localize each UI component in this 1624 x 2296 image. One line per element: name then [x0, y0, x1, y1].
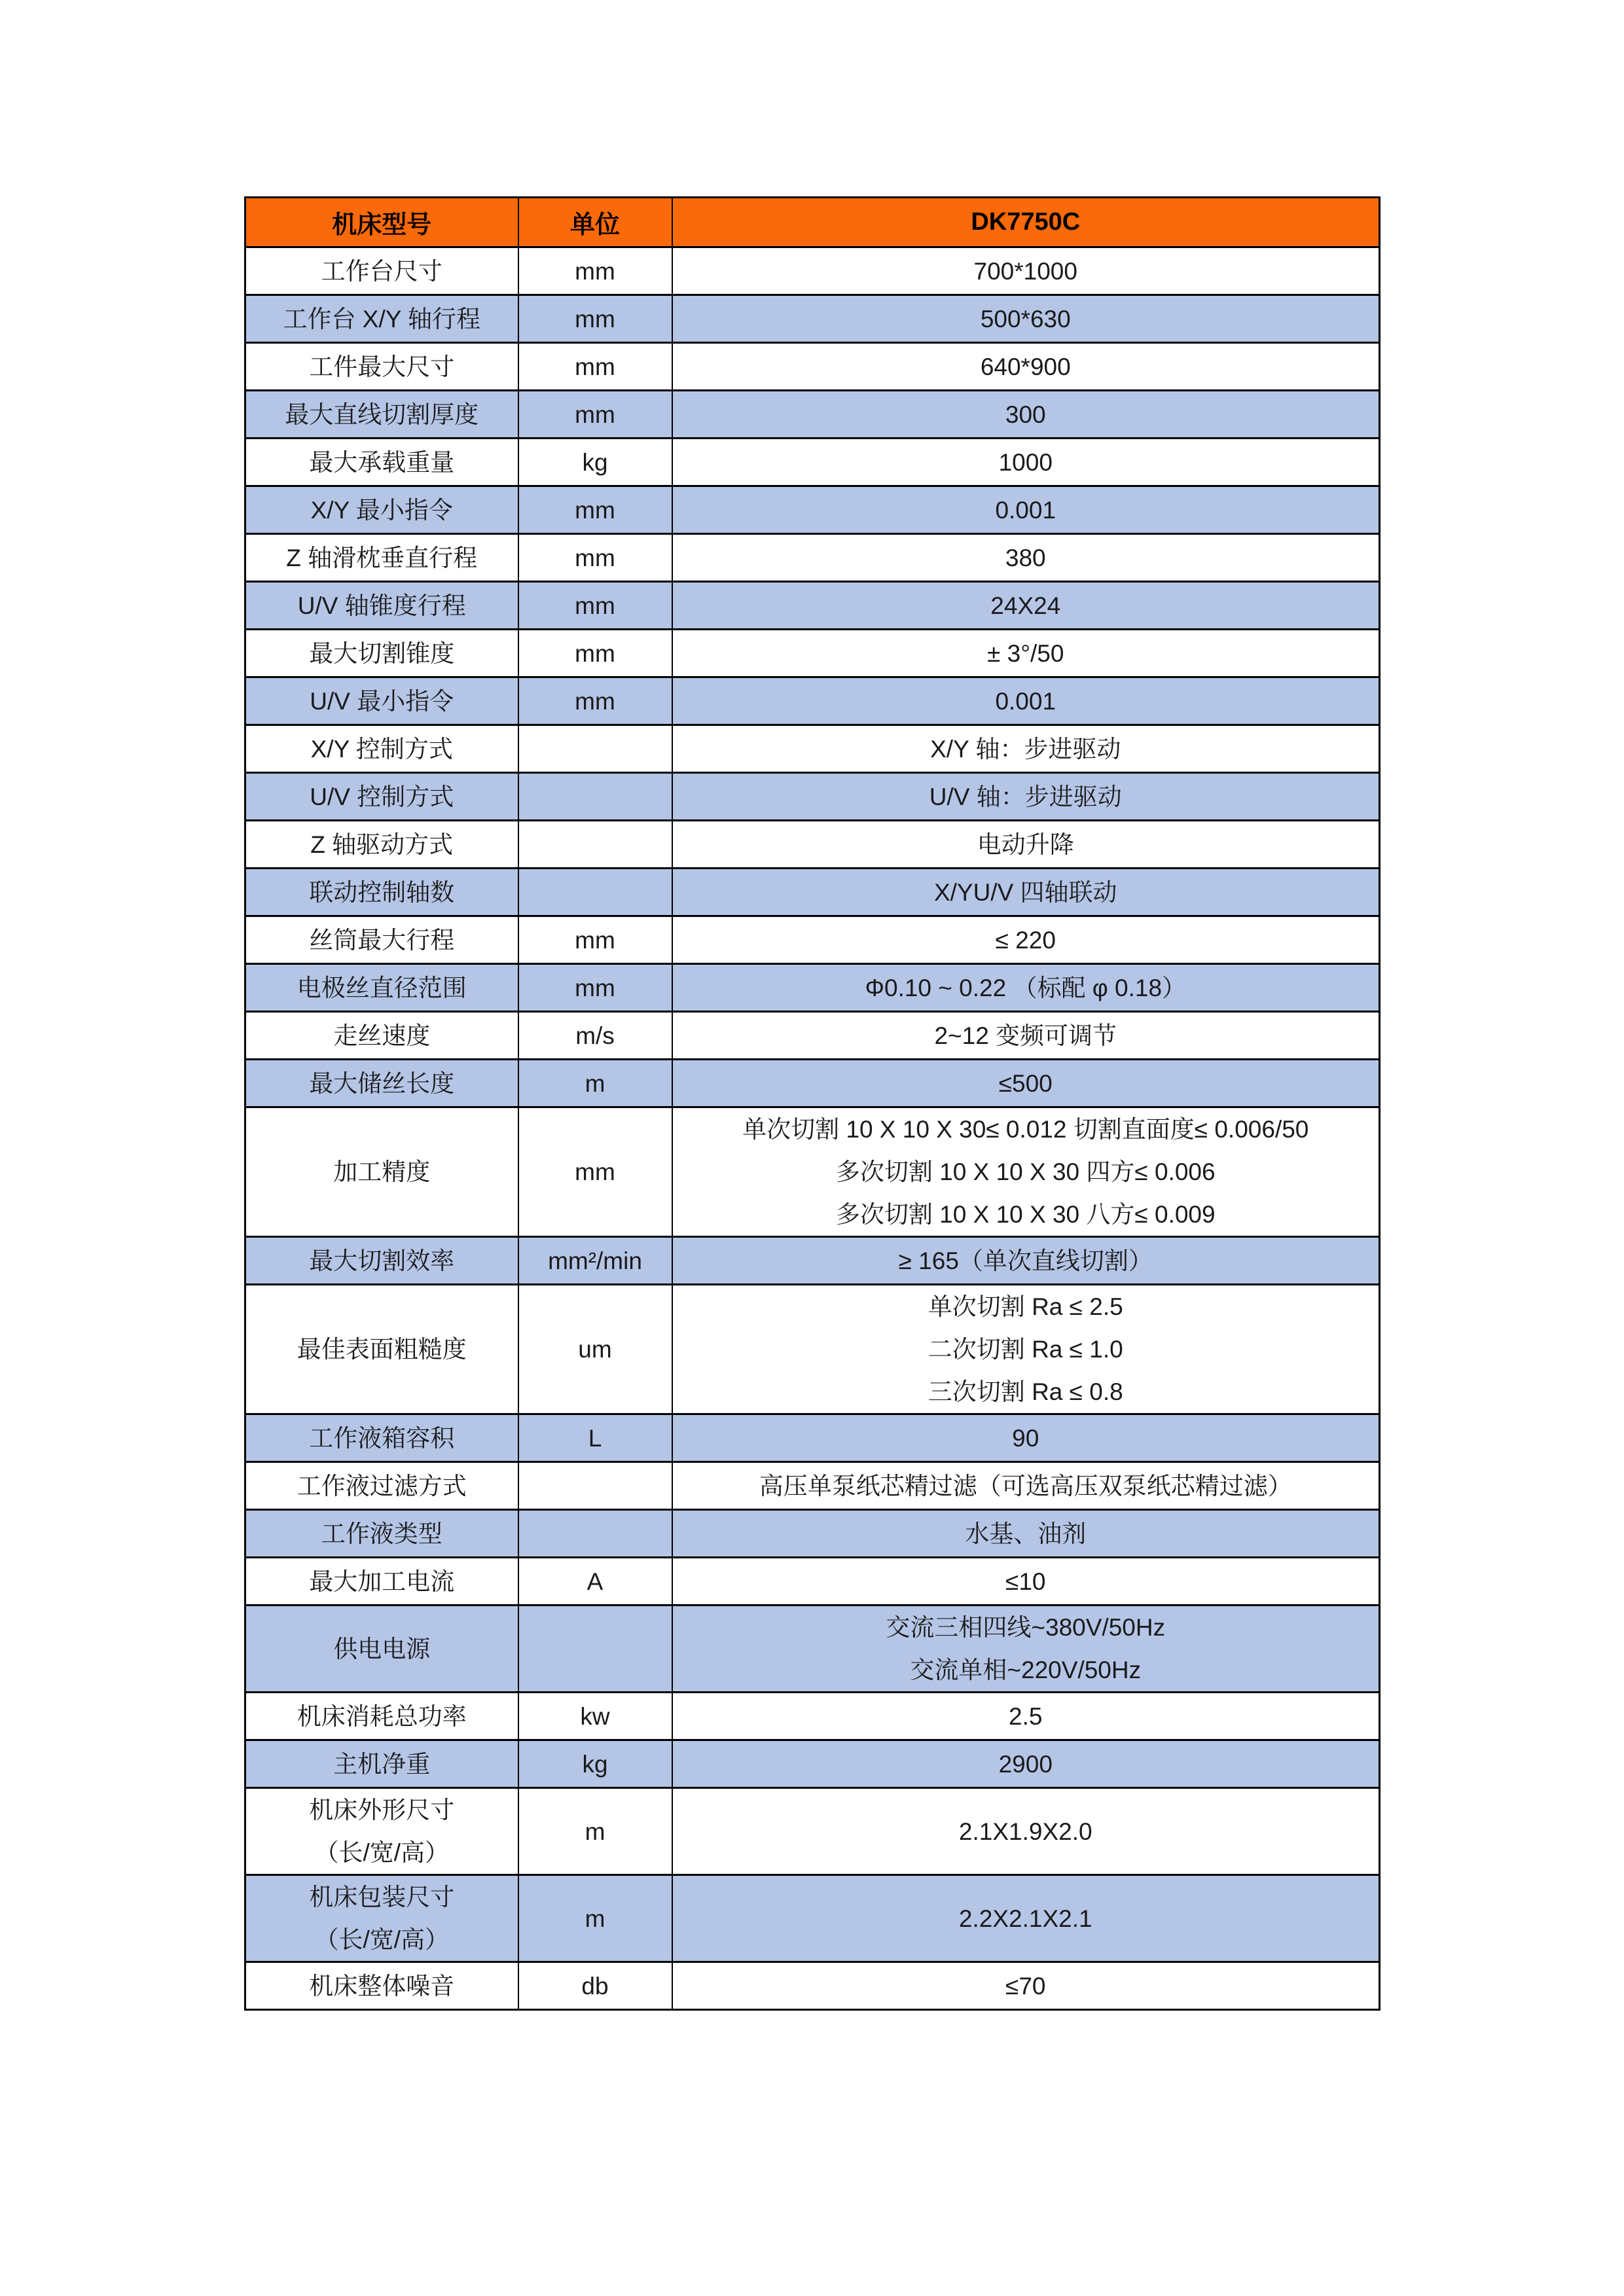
spec-unit-cell [518, 1740, 672, 1788]
table-row [245, 247, 1380, 295]
spec-value-cell [672, 391, 1380, 439]
table-row [245, 821, 1380, 869]
spec-value-line: 三次切割 Ra ≤ 0.8 [928, 1378, 1123, 1405]
table-row [245, 439, 1380, 486]
spec-value-cell [672, 1237, 1380, 1285]
spec-label-cell [245, 1693, 518, 1740]
spec-label-line: 加工精度 [333, 1158, 431, 1185]
spec-value-line: Φ0.10 ~ 0.22 （标配 φ 0.18） [865, 974, 1187, 1001]
spec-value-line: 90 [1012, 1424, 1039, 1452]
spec-label-line: 最大直线切割厚度 [285, 401, 479, 428]
spec-unit-text: mm [575, 687, 615, 715]
table-row [245, 1107, 1380, 1237]
spec-value-cell [672, 1510, 1380, 1558]
spec-unit-cell [518, 1693, 672, 1740]
spec-label-cell [245, 1788, 518, 1875]
spec-value-cell [672, 1962, 1380, 2010]
table-row [245, 916, 1380, 964]
spec-label-line: X/Y 控制方式 [310, 735, 453, 762]
table-row [245, 1558, 1380, 1605]
spec-unit-cell [518, 677, 672, 725]
spec-value-cell [672, 486, 1380, 534]
spec-unit-cell [518, 247, 672, 295]
spec-unit-text: um [578, 1336, 612, 1363]
spec-label-line: 工件最大尺寸 [309, 353, 455, 380]
spec-value-line: ± 3°/50 [987, 639, 1064, 667]
spec-value-cell [672, 1060, 1380, 1107]
table-row [245, 1012, 1380, 1060]
spec-label-cell [245, 439, 518, 486]
table-row [245, 1060, 1380, 1107]
spec-value-line: 多次切割 10 X 10 X 30 八方≤ 0.009 [835, 1201, 1216, 1228]
spec-value-cell [672, 725, 1380, 773]
spec-value-line: ≥ 165（单次直线切割） [898, 1247, 1153, 1274]
spec-label-cell [245, 391, 518, 439]
spec-label-cell [245, 1012, 518, 1060]
spec-unit-cell [518, 1962, 672, 2010]
spec-label-cell [245, 582, 518, 630]
spec-unit-text: m/s [575, 1022, 615, 1049]
spec-value-cell [672, 1285, 1380, 1414]
spec-table-body [245, 247, 1380, 2010]
spec-unit-cell [518, 391, 672, 439]
table-header-row [245, 198, 1380, 247]
header-model-label: 机床型号 [245, 198, 518, 247]
spec-unit-text: m [585, 1069, 605, 1097]
spec-unit-text: mm [575, 639, 615, 667]
spec-value-line: 高压单泵纸芯精过滤（可选高压双泵纸芯精过滤） [759, 1472, 1292, 1499]
spec-label-line: 工作液类型 [321, 1520, 442, 1547]
spec-label-line: U/V 轴锥度行程 [297, 592, 466, 619]
spec-label-cell [245, 1107, 518, 1237]
spec-value-cell [672, 964, 1380, 1012]
table-row [245, 630, 1380, 677]
spec-value-line: 2~12 变频可调节 [934, 1022, 1117, 1049]
spec-value-cell [672, 1788, 1380, 1875]
spec-unit-text: mm [575, 544, 615, 571]
spec-value-cell [672, 1875, 1380, 1962]
table-row [245, 1788, 1380, 1875]
spec-unit-cell [518, 1237, 672, 1285]
spec-label-cell [245, 1740, 518, 1788]
spec-unit-cell [518, 725, 672, 773]
spec-unit-cell [518, 1605, 672, 1693]
spec-label-line: 主机净重 [333, 1750, 431, 1778]
spec-value-line: 2.5 [1009, 1702, 1043, 1730]
spec-unit-cell [518, 869, 672, 916]
table-row [245, 1875, 1380, 1962]
table-row [245, 1462, 1380, 1510]
spec-label-cell [245, 1060, 518, 1107]
spec-value-cell [672, 677, 1380, 725]
spec-label-line: 工作台尺寸 [321, 257, 442, 285]
spec-value-line: 2.2X2.1X2.1 [958, 1905, 1092, 1932]
spec-unit-text: kg [582, 448, 608, 476]
spec-value-line: 交流单相~220V/50Hz [910, 1657, 1142, 1683]
spec-value-line: X/YU/V 四轴联动 [933, 878, 1117, 906]
spec-value-cell [672, 343, 1380, 391]
spec-unit-cell [518, 964, 672, 1012]
spec-value-line: 380 [1005, 544, 1046, 571]
table-row [245, 964, 1380, 1012]
spec-value-line: 多次切割 10 X 10 X 30 四方≤ 0.006 [835, 1158, 1216, 1185]
spec-unit-cell [518, 1788, 672, 1875]
spec-value-line: 300 [1005, 401, 1046, 428]
spec-unit-text: db [581, 1972, 609, 2000]
spec-label-cell [245, 1558, 518, 1605]
table-row [245, 343, 1380, 391]
table-row [245, 1740, 1380, 1788]
spec-value-line: 640*900 [980, 353, 1071, 380]
spec-label-line: Z 轴滑枕垂直行程 [286, 544, 478, 571]
machine-spec-table [244, 196, 1380, 2011]
spec-unit-cell [518, 916, 672, 964]
spec-label-line: 机床消耗总功率 [297, 1702, 467, 1730]
spec-value-cell [672, 582, 1380, 630]
spec-unit-cell [518, 821, 672, 869]
spec-label-line: 最大承载重量 [309, 448, 455, 476]
spec-unit-cell [518, 486, 672, 534]
spec-label-cell [245, 1237, 518, 1285]
spec-unit-cell [518, 1012, 672, 1060]
spec-value-cell [672, 630, 1380, 677]
spec-value-line: 交流三相四线~380V/50Hz [886, 1614, 1166, 1641]
spec-value-line: 电动升降 [977, 831, 1074, 858]
spec-label-line: 机床外形尺寸 [309, 1797, 455, 1823]
spec-unit-text: mm²/min [548, 1247, 642, 1274]
spec-unit-cell [518, 1414, 672, 1462]
spec-label-cell [245, 630, 518, 677]
spec-value-cell [672, 247, 1380, 295]
spec-value-cell [672, 1012, 1380, 1060]
table-row [245, 486, 1380, 534]
spec-unit-cell [518, 1107, 672, 1237]
spec-label-cell [245, 534, 518, 582]
spec-label-cell [245, 1414, 518, 1462]
spec-label-cell [245, 964, 518, 1012]
table-row [245, 1285, 1380, 1414]
spec-label-line: 最大切割锥度 [309, 639, 455, 667]
spec-unit-cell [518, 1462, 672, 1510]
spec-value-line: 0.001 [995, 687, 1056, 715]
spec-unit-text: kg [582, 1750, 608, 1778]
spec-unit-text: kw [580, 1702, 610, 1730]
spec-value-cell [672, 869, 1380, 916]
spec-value-line: U/V 轴：步进驱动 [929, 783, 1122, 810]
spec-unit-cell [518, 439, 672, 486]
spec-label-cell [245, 869, 518, 916]
spec-label-line: 丝筒最大行程 [309, 926, 455, 954]
table-row [245, 1605, 1380, 1693]
spec-value-cell [672, 821, 1380, 869]
spec-value-line: 0.001 [995, 496, 1056, 524]
spec-unit-text: L [588, 1424, 602, 1452]
spec-value-line: 水基、油剂 [965, 1520, 1087, 1547]
table-row [245, 391, 1380, 439]
spec-label-line: 工作液箱容积 [309, 1424, 455, 1452]
spec-label-cell [245, 295, 518, 343]
spec-label-line: 走丝速度 [333, 1022, 431, 1049]
spec-unit-text: mm [575, 592, 615, 619]
spec-label-line: （长/宽/高） [314, 1839, 450, 1866]
spec-label-line: 工作液过滤方式 [297, 1472, 467, 1499]
spec-label-cell [245, 1462, 518, 1510]
spec-unit-text: m [585, 1818, 605, 1845]
spec-unit-text: mm [575, 974, 615, 1001]
table-row [245, 725, 1380, 773]
spec-unit-cell [518, 582, 672, 630]
spec-label-line: Z 轴驱动方式 [310, 831, 454, 858]
table-row [245, 534, 1380, 582]
spec-value-line: ≤ 220 [995, 926, 1056, 954]
spec-value-cell [672, 773, 1380, 821]
spec-label-cell [245, 1962, 518, 2010]
spec-value-line: 24X24 [990, 592, 1061, 619]
spec-value-line: ≤10 [1005, 1568, 1046, 1595]
table-row [245, 1237, 1380, 1285]
spec-unit-cell [518, 1510, 672, 1558]
spec-value-line: 700*1000 [973, 257, 1077, 285]
spec-label-cell [245, 486, 518, 534]
spec-label-cell [245, 725, 518, 773]
spec-value-cell [672, 534, 1380, 582]
spec-label-line: 最佳表面粗糙度 [297, 1336, 467, 1363]
spec-value-cell [672, 1693, 1380, 1740]
spec-label-cell [245, 1875, 518, 1962]
spec-value-line: 单次切割 Ra ≤ 2.5 [928, 1293, 1123, 1320]
spec-unit-cell [518, 1558, 672, 1605]
spec-value-line: ≤500 [998, 1069, 1053, 1097]
spec-unit-cell [518, 534, 672, 582]
table-row [245, 1414, 1380, 1462]
spec-label-line: （长/宽/高） [314, 1926, 450, 1953]
spec-label-cell [245, 677, 518, 725]
spec-value-cell [672, 1740, 1380, 1788]
spec-label-line: 供电电源 [333, 1635, 431, 1662]
spec-unit-cell [518, 295, 672, 343]
spec-value-line: 二次切割 Ra ≤ 1.0 [928, 1336, 1123, 1363]
spec-label-line: 最大储丝长度 [309, 1069, 455, 1097]
spec-label-cell [245, 773, 518, 821]
spec-label-cell [245, 343, 518, 391]
spec-label-line: 联动控制轴数 [309, 878, 455, 906]
spec-unit-cell [518, 773, 672, 821]
spec-unit-text: m [585, 1905, 605, 1932]
spec-label-cell [245, 1285, 518, 1414]
spec-value-line: ≤70 [1005, 1972, 1046, 2000]
spec-label-cell [245, 1605, 518, 1693]
spec-value-cell [672, 1107, 1380, 1237]
spec-label-line: U/V 控制方式 [310, 783, 454, 810]
spec-value-line: X/Y 轴：步进驱动 [930, 735, 1121, 762]
spec-label-line: 工作台 X/Y 轴行程 [283, 305, 481, 332]
spec-value-cell [672, 1605, 1380, 1693]
table-row [245, 869, 1380, 916]
spec-value-cell [672, 295, 1380, 343]
spec-label-cell [245, 1510, 518, 1558]
spec-value-cell [672, 1414, 1380, 1462]
spec-value-line: 1000 [998, 448, 1053, 476]
spec-value-cell [672, 916, 1380, 964]
spec-label-line: 最大切割效率 [309, 1247, 455, 1274]
table-row [245, 295, 1380, 343]
header-model-value: DK7750C [672, 198, 1380, 247]
spec-unit-cell [518, 1060, 672, 1107]
spec-unit-text: mm [575, 401, 615, 428]
spec-unit-text: mm [575, 353, 615, 380]
spec-label-line: 机床包装尺寸 [309, 1884, 455, 1910]
spec-label-cell [245, 916, 518, 964]
spec-label-cell [245, 821, 518, 869]
spec-value-cell [672, 1558, 1380, 1605]
spec-label-line: 最大加工电流 [309, 1568, 455, 1595]
spec-unit-cell [518, 630, 672, 677]
header-unit-label: 单位 [518, 198, 672, 247]
spec-value-cell [672, 439, 1380, 486]
spec-unit-text: mm [575, 496, 615, 524]
table-row [245, 1693, 1380, 1740]
spec-value-line: 单次切割 10 X 10 X 30≤ 0.012 切割直面度≤ 0.006/50 [742, 1116, 1309, 1143]
spec-label-cell [245, 247, 518, 295]
spec-label-line: X/Y 最小指令 [310, 496, 453, 524]
spec-unit-text: mm [575, 1158, 615, 1185]
spec-unit-text: mm [575, 926, 615, 954]
spec-unit-text: mm [575, 257, 615, 285]
spec-unit-cell [518, 343, 672, 391]
spec-unit-cell [518, 1875, 672, 1962]
spec-unit-text: mm [575, 305, 615, 332]
spec-value-line: 2900 [998, 1750, 1053, 1778]
spec-unit-cell [518, 1285, 672, 1414]
spec-label-line: 电极丝直径范围 [297, 974, 467, 1001]
table-row [245, 1962, 1380, 2010]
table-row [245, 677, 1380, 725]
spec-value-line: 500*630 [980, 305, 1071, 332]
spec-label-line: 机床整体噪音 [309, 1972, 455, 2000]
spec-value-line: 2.1X1.9X2.0 [958, 1818, 1092, 1845]
table-row [245, 1510, 1380, 1558]
table-row [245, 773, 1380, 821]
table-row [245, 582, 1380, 630]
spec-unit-text: A [586, 1568, 604, 1595]
spec-value-cell [672, 1462, 1380, 1510]
spec-label-line: U/V 最小指令 [310, 687, 454, 715]
